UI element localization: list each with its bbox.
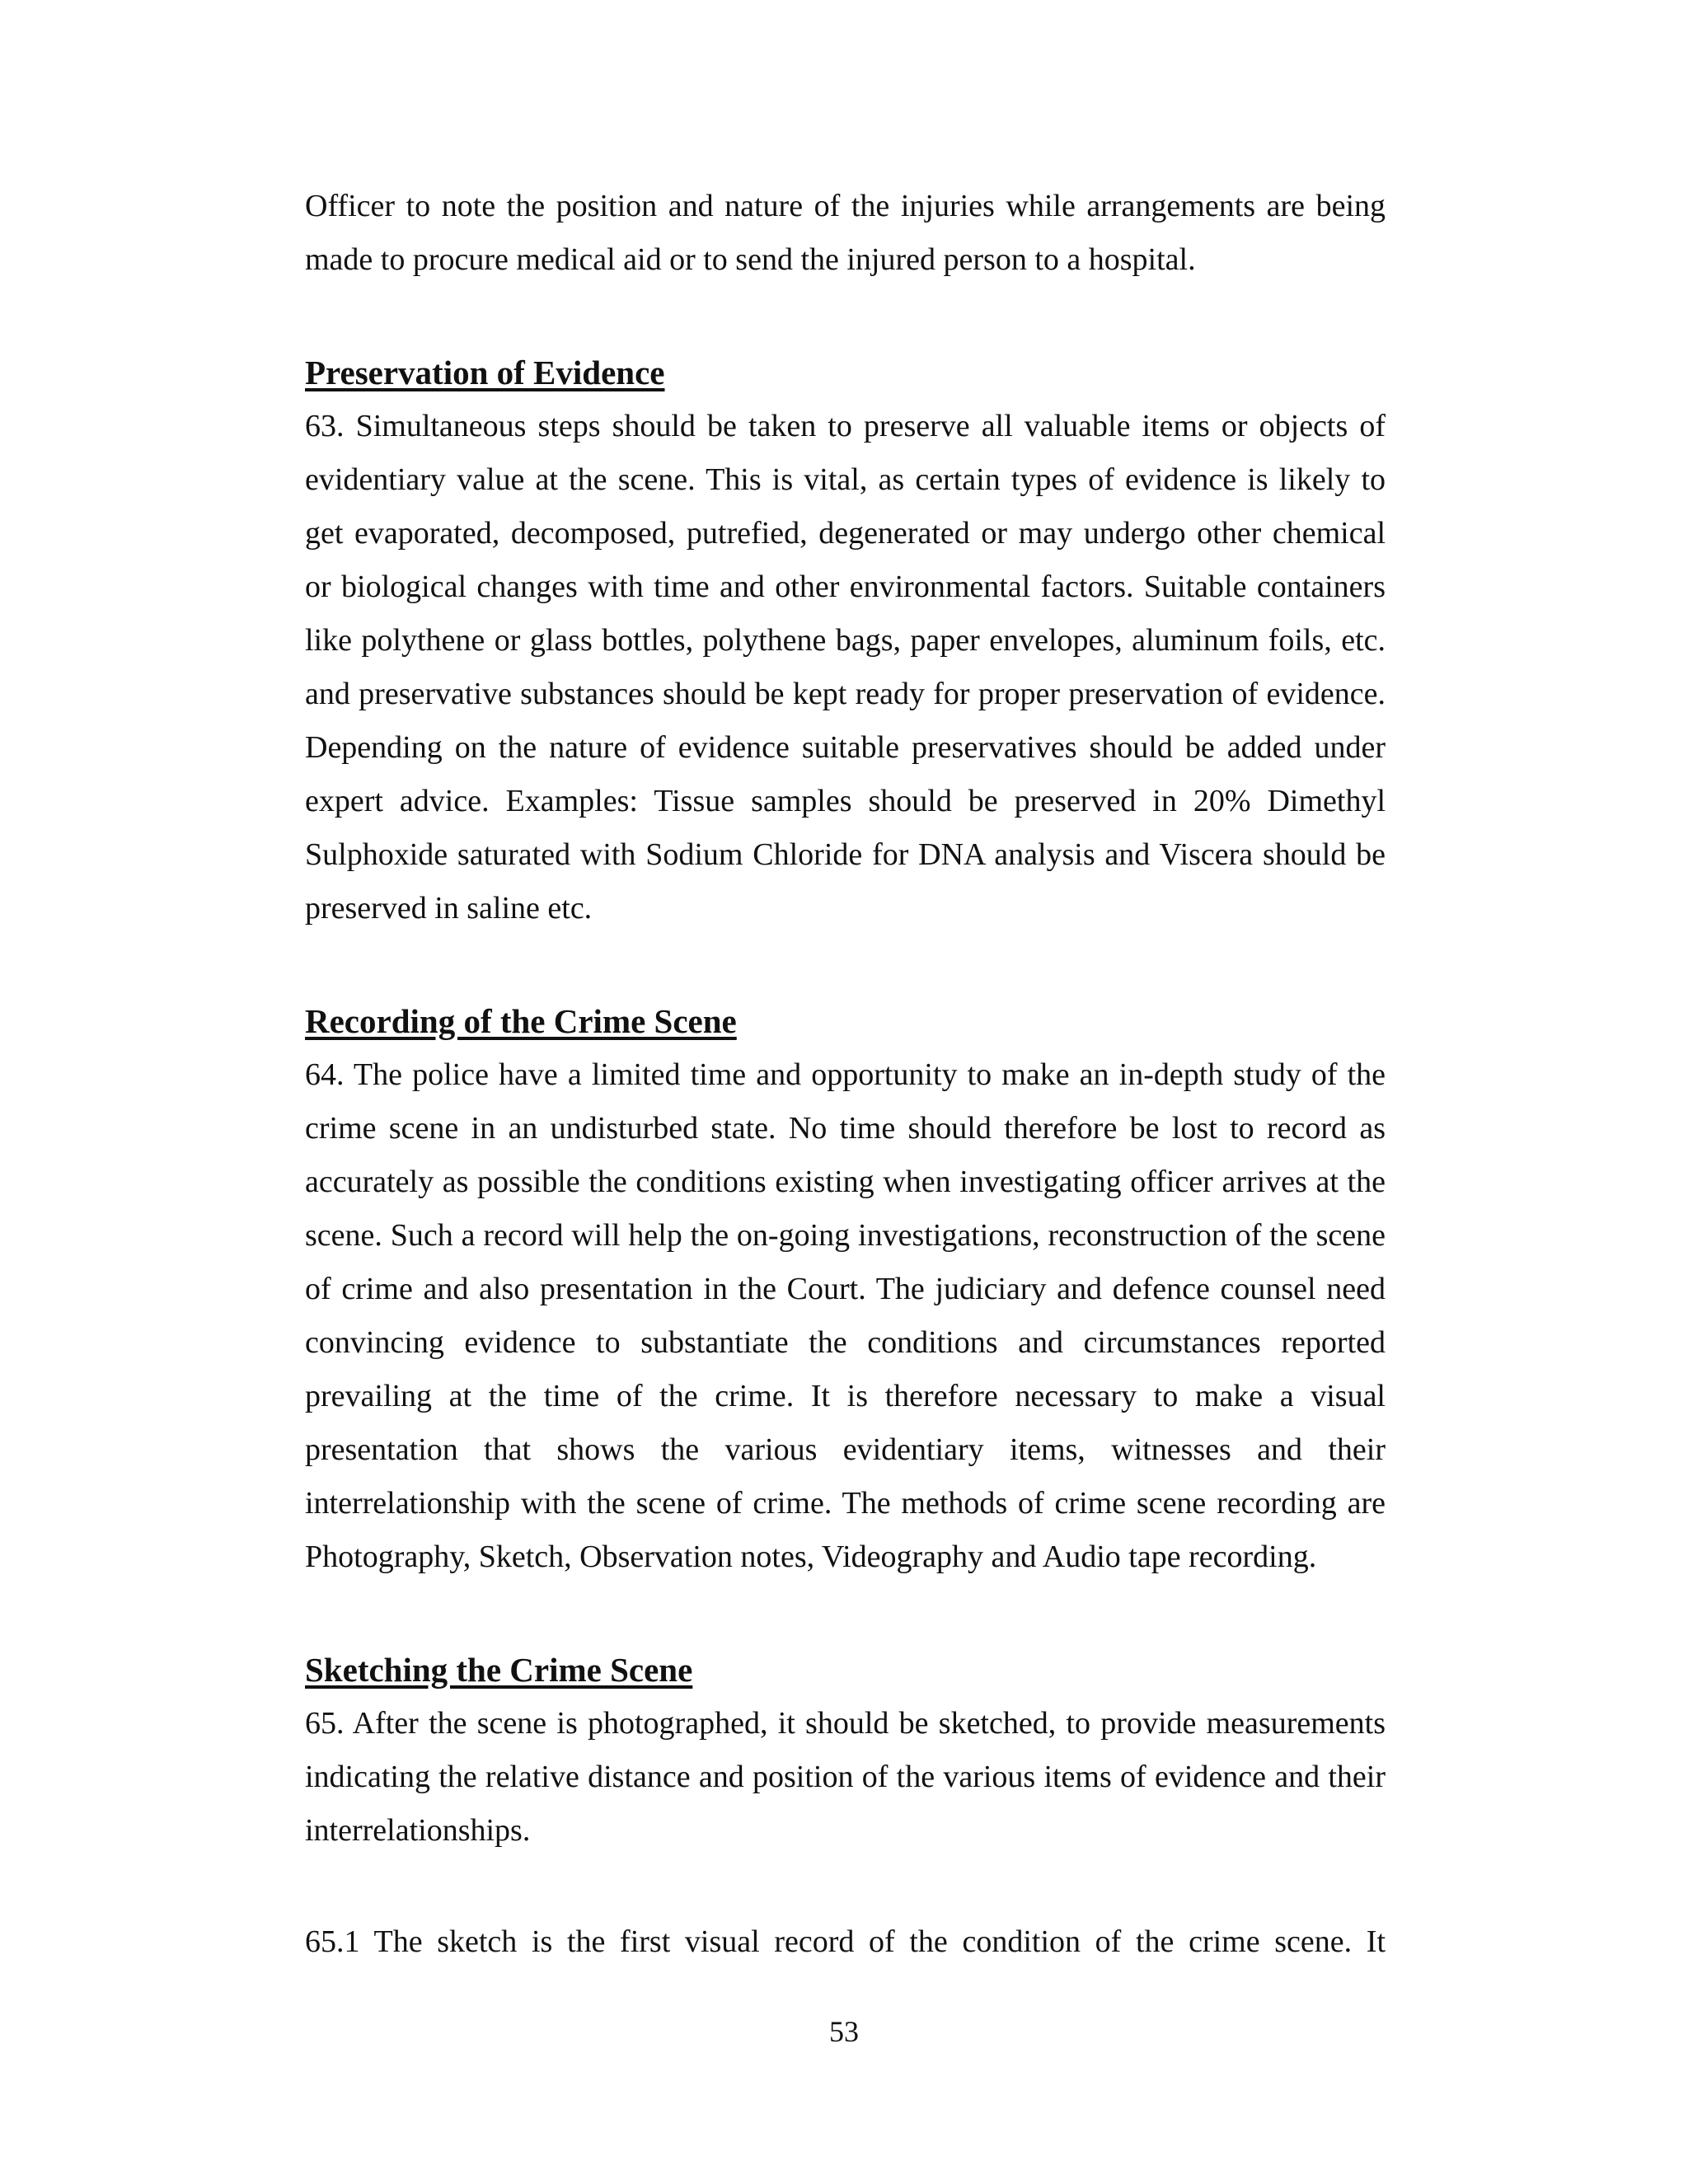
intro-paragraph: Officer to note the position and nature of the injuries while arrangements are being made to procure medical aid or to send the injured person to a hospital. <box>305 189 1386 277</box>
section-heading-recording: Recording of the Crime Scene <box>305 1002 737 1040</box>
paragraph-65-1: 65.1 The sketch is the first visual record of the condition of the crime scene. It <box>305 1924 1386 1959</box>
section-heading-preservation: Preservation of Evidence <box>305 354 665 391</box>
paragraph-65: 65. After the scene is photographed, it should be sketched, to provide measurements indicating the relative distance and position of the various items of evidence and their interrelationships. <box>305 1706 1386 1848</box>
paragraph-64: 64. The police have a limited time and opportunity to make an in-depth study of the crime scene in an undisturbed state. No time should therefore be lost to record as accurately as possible the conditions existing when investigating officer arrives at the scene. Such a record will help the on-going investigations, reconstruction of the scene of crime and also presentation in the Court. The judiciary and defence counsel need convincing evidence to substantiate the conditions and circumstances reported prevailing at the time of the crime. It is therefore necessary to make a visual presentation that shows the various evidentiary items, witnesses and their interrelationship with the scene of crime. The methods of crime scene recording are Photography, Sketch, Observation notes, Videography and Audio tape recording. <box>305 1057 1386 1574</box>
page-number: 53 <box>829 2015 859 2048</box>
section-heading-sketching: Sketching the Crime Scene <box>305 1651 693 1689</box>
page-body <box>305 180 1386 1969</box>
paragraph-63: 63. Simultaneous steps should be taken to preserve all valuable items or objects of evidentiary value at the scene. This is vital, as certain types of evidence is likely to get evaporated, decomposed, putrefied, degenerated or may undergo other chemical or biological changes with time and other environmental factors. Suitable containers like polythene or glass bottles, polythene bags, paper envelopes, aluminum foils, etc. and preservative substances should be kept ready for proper preservation of evidence. Depending on the nature of evidence suitable preservatives should be added under expert advice. Examples: Tissue samples should be preserved in 20% Dimethyl Sulphoxide saturated with Sodium Chloride for DNA analysis and Viscera should be preserved in saline etc. <box>305 409 1386 926</box>
